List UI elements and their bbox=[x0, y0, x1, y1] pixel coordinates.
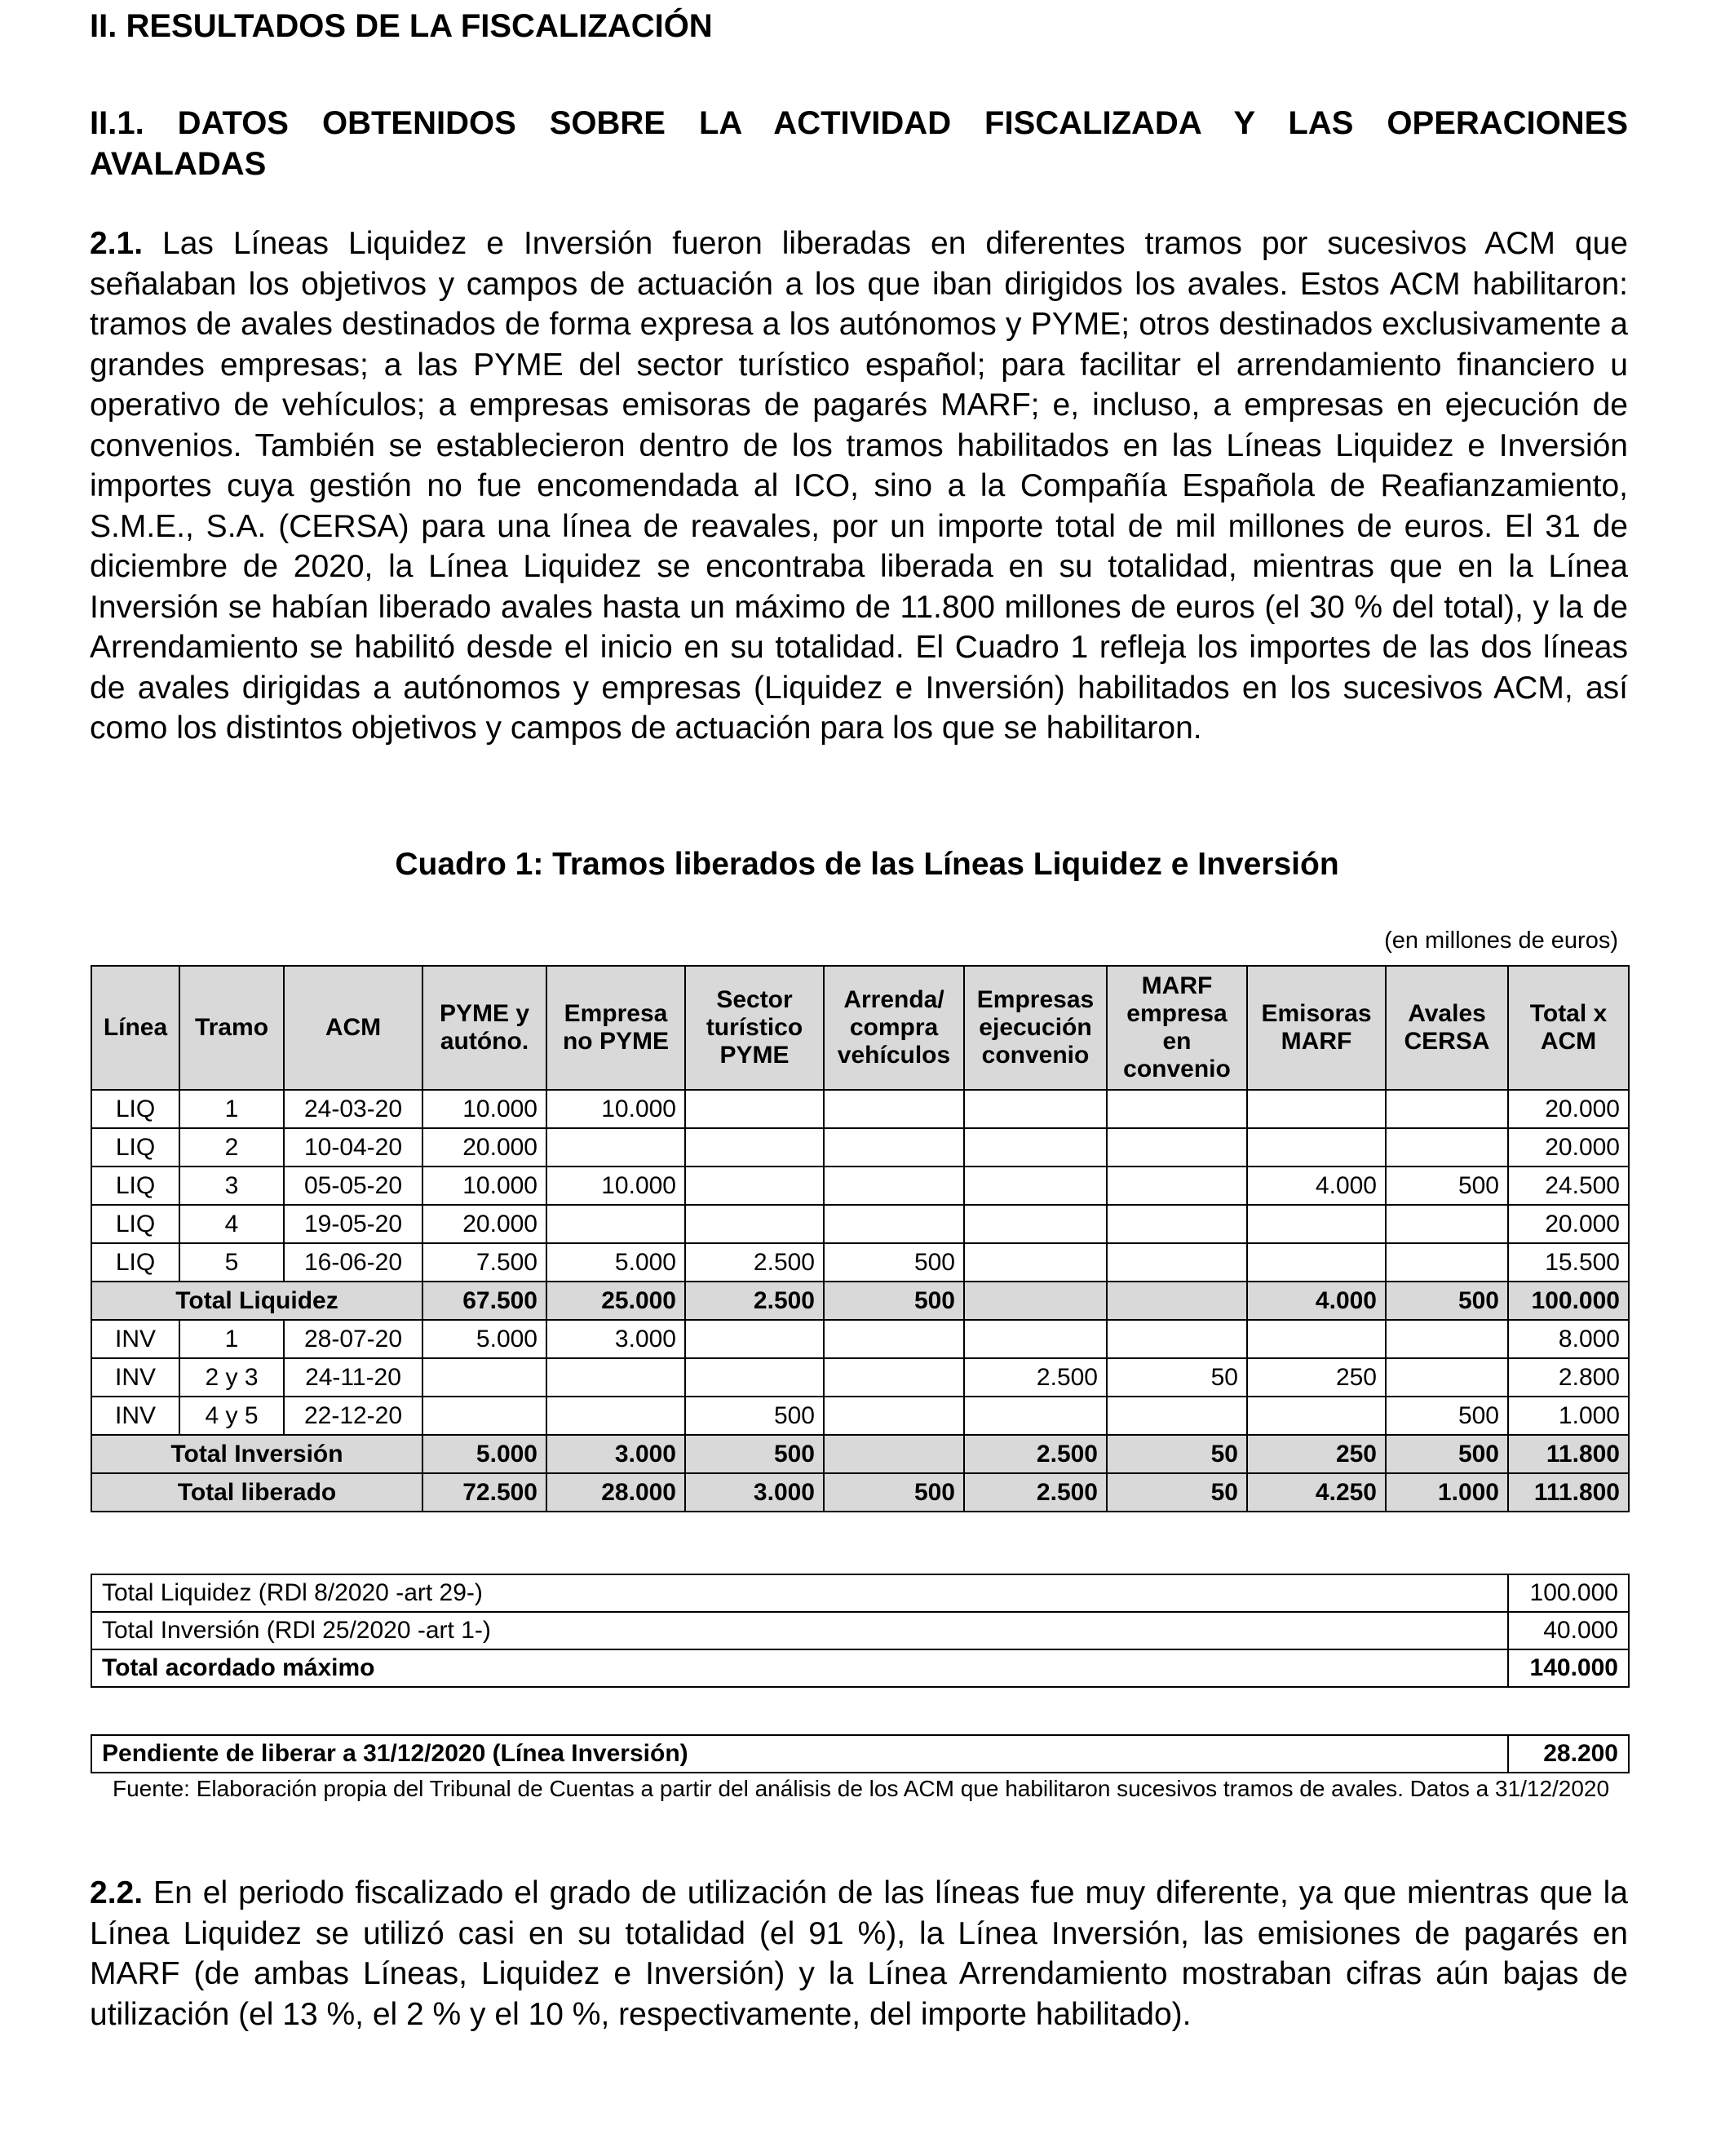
table-cell bbox=[546, 1358, 685, 1397]
table-cell bbox=[685, 1167, 824, 1205]
summary-value: 140.000 bbox=[1508, 1649, 1629, 1687]
total-cell: 1.000 bbox=[1386, 1473, 1508, 1512]
paragraph-text: Las Líneas Liquidez e Inversión fueron liberadas en diferentes tramos por sucesivos ACM que señalaban los objetivos y campos de actuación a los que iban dirigidos los avales. Estos ACM habilitaron: tramos de avales destinados de forma expresa a los autónomos y PYME; otros destinados exclusivamente a grandes empresas; a las PYME del sector turístico español; para facilitar el arrendamiento financiero u operativo de vehículos; a empresas emisoras de pagarés MARF; e, incluso, a empresas en ejecución de convenios. También se establecieron dentro de los tramos habilitados en las Líneas Liquidez e Inversión importes cuya gestión no fue encomendada al ICO, sino a la Compañía Española de Reafianzamiento, S.M.E., S.A. (CERSA) para una línea de reavales, por un importe total de mil millones de euros. El 31 de diciembre de 2020, la Línea Liquidez se encontraba liberada en su totalidad, mientras que en la Línea Inversión se habían liberado avales hasta un máximo de 11.800 millones de euros (el 30 % del total), y la de Arrendamiento se habilitó desde el inicio en su totalidad. El Cuadro 1 refleja los importes de las dos líneas de avales dirigidas a autónomos y empresas (Liquidez e Inversión) habilitados en los sucesivos ACM, así como los distintos objetivos y campos de actuación para los que se habilitaron. bbox=[90, 226, 1628, 746]
table-cell: 500 bbox=[1386, 1397, 1508, 1435]
source-note: Fuente: Elaboración propia del Tribunal de Cuentas a partir del análisis de los ACM que habilitaron sucesivos tramos de avales. Datos a 31/12/2020 bbox=[113, 1776, 1610, 1801]
table-cell bbox=[964, 1205, 1107, 1243]
table-cell bbox=[1386, 1205, 1508, 1243]
table-cell: 500 bbox=[824, 1243, 964, 1282]
paragraph-text: En el periodo fiscalizado el grado de utilización de las líneas fue muy diferente, ya que mientras que la Línea Liquidez se utilizó casi en su totalidad (el 91 %), la Línea Inversión, las emisiones de pagarés en MARF (de ambas Líneas, Liquidez e Inversión) y la Línea Arrendamiento mostraban cifras aún bajas de utilización (el 13 %, el 2 % y el 10 %, respectivamente, del importe habilitado). bbox=[90, 1875, 1628, 2032]
table-cell bbox=[685, 1320, 824, 1358]
summary-row bbox=[91, 1574, 1629, 1612]
table-cell bbox=[824, 1205, 964, 1243]
total-label: Total liberado bbox=[91, 1473, 422, 1512]
table-cell: 05-05-20 bbox=[284, 1167, 422, 1205]
summary-row bbox=[91, 1612, 1629, 1649]
summary-label: Total Inversión (RDl 25/2020 -art 1-) bbox=[91, 1612, 1508, 1649]
header-cell: Sector turístico PYME bbox=[685, 966, 824, 1090]
table-cell: 3.000 bbox=[546, 1320, 685, 1358]
summary-label: Total Liquidez (RDl 8/2020 -art 29-) bbox=[91, 1574, 1508, 1612]
total-cell: 500 bbox=[1386, 1435, 1508, 1473]
total-cell: 5.000 bbox=[422, 1435, 546, 1473]
table-cell bbox=[964, 1128, 1107, 1167]
header-cell: Línea bbox=[91, 966, 179, 1090]
table-cell: 8.000 bbox=[1508, 1320, 1629, 1358]
total-cell: 3.000 bbox=[546, 1435, 685, 1473]
table-cell: 10.000 bbox=[422, 1090, 546, 1128]
total-cell: 500 bbox=[685, 1435, 824, 1473]
table-cell: LIQ bbox=[91, 1243, 179, 1282]
total-cell: 2.500 bbox=[964, 1435, 1107, 1473]
table-cell bbox=[1247, 1397, 1386, 1435]
paragraph-2-1 bbox=[90, 224, 1628, 749]
table-cell: 1 bbox=[179, 1090, 284, 1128]
total-label: Total Inversión bbox=[91, 1435, 422, 1473]
subsection-heading: II.1. DATOS OBTENIDOS SOBRE LA ACTIVIDAD FISCALIZADA Y LAS OPERACIONES AVALADAS bbox=[90, 105, 1628, 182]
table-cell bbox=[1107, 1090, 1247, 1128]
table-cell bbox=[1107, 1320, 1247, 1358]
total-cell: 2.500 bbox=[964, 1473, 1107, 1512]
table-cell: 16-06-20 bbox=[284, 1243, 422, 1282]
total-cell: 500 bbox=[824, 1282, 964, 1320]
table-cell: 20.000 bbox=[422, 1205, 546, 1243]
table-row bbox=[91, 1167, 1629, 1205]
table-cell bbox=[1386, 1320, 1508, 1358]
table-header-row bbox=[91, 966, 1629, 1090]
table-cell: 2.500 bbox=[685, 1243, 824, 1282]
total-cell: 4.000 bbox=[1247, 1282, 1386, 1320]
table-cell bbox=[1107, 1397, 1247, 1435]
table-cell bbox=[422, 1397, 546, 1435]
table-cell: 5 bbox=[179, 1243, 284, 1282]
table-cell bbox=[964, 1090, 1107, 1128]
table-cell bbox=[824, 1128, 964, 1167]
pending-value: 28.200 bbox=[1508, 1735, 1629, 1773]
table-cell: 10.000 bbox=[546, 1167, 685, 1205]
table-cell bbox=[1247, 1320, 1386, 1358]
table-cell: 5.000 bbox=[546, 1243, 685, 1282]
pending-label: Pendiente de liberar a 31/12/2020 (Línea Inversión) bbox=[91, 1735, 1508, 1773]
table-cell: 2 y 3 bbox=[179, 1358, 284, 1397]
total-cell: 25.000 bbox=[546, 1282, 685, 1320]
header-cell: Tramo bbox=[179, 966, 284, 1090]
table-cell bbox=[1247, 1205, 1386, 1243]
header-cell: MARF empresa en convenio bbox=[1107, 966, 1247, 1090]
total-cell: 11.800 bbox=[1508, 1435, 1629, 1473]
table-cell bbox=[1107, 1167, 1247, 1205]
table-cell bbox=[1107, 1128, 1247, 1167]
header-cell: ACM bbox=[284, 966, 422, 1090]
table-cell: 20.000 bbox=[1508, 1090, 1629, 1128]
table-cell bbox=[1386, 1358, 1508, 1397]
table-cell bbox=[1386, 1243, 1508, 1282]
table-cell: INV bbox=[91, 1320, 179, 1358]
pending-row bbox=[91, 1735, 1629, 1773]
table-cell: 5.000 bbox=[422, 1320, 546, 1358]
header-cell: Total x ACM bbox=[1508, 966, 1629, 1090]
table-cell: 7.500 bbox=[422, 1243, 546, 1282]
section-heading: II. RESULTADOS DE LA FISCALIZACIÓN bbox=[90, 8, 713, 44]
total-cell: 2.500 bbox=[685, 1282, 824, 1320]
table-cell bbox=[685, 1128, 824, 1167]
header-cell: Empresa no PYME bbox=[546, 966, 685, 1090]
table-cell bbox=[964, 1243, 1107, 1282]
paragraph-number: 2.2. bbox=[90, 1875, 144, 1910]
total-row bbox=[91, 1282, 1629, 1320]
total-row bbox=[91, 1435, 1629, 1473]
summary-label: Total acordado máximo bbox=[91, 1649, 1508, 1687]
table-cell: INV bbox=[91, 1358, 179, 1397]
header-cell: Emisoras MARF bbox=[1247, 966, 1386, 1090]
table-cell: 50 bbox=[1107, 1358, 1247, 1397]
total-cell: 72.500 bbox=[422, 1473, 546, 1512]
total-cell: 500 bbox=[824, 1473, 964, 1512]
units-note: (en millones de euros) bbox=[1384, 927, 1618, 954]
table-cell: 10.000 bbox=[422, 1167, 546, 1205]
total-cell: 100.000 bbox=[1508, 1282, 1629, 1320]
table-cell: INV bbox=[91, 1397, 179, 1435]
table-cell: 15.500 bbox=[1508, 1243, 1629, 1282]
total-cell: 28.000 bbox=[546, 1473, 685, 1512]
pending-table bbox=[91, 1734, 1630, 1773]
table-cell bbox=[964, 1397, 1107, 1435]
table-cell bbox=[964, 1167, 1107, 1205]
table-row bbox=[91, 1090, 1629, 1128]
table-cell: 19-05-20 bbox=[284, 1205, 422, 1243]
total-cell: 67.500 bbox=[422, 1282, 546, 1320]
paragraph-2-2 bbox=[90, 1873, 1628, 2034]
table-cell: 4 y 5 bbox=[179, 1397, 284, 1435]
table-cell: LIQ bbox=[91, 1090, 179, 1128]
total-cell bbox=[964, 1282, 1107, 1320]
total-cell: 250 bbox=[1247, 1435, 1386, 1473]
table-cell: 2.800 bbox=[1508, 1358, 1629, 1397]
table-row bbox=[91, 1320, 1629, 1358]
table-row bbox=[91, 1128, 1629, 1167]
tramos-table bbox=[91, 965, 1630, 1512]
table-row bbox=[91, 1205, 1629, 1243]
table-cell: 500 bbox=[1386, 1167, 1508, 1205]
table-cell: 20.000 bbox=[1508, 1205, 1629, 1243]
header-cell: Avales CERSA bbox=[1386, 966, 1508, 1090]
total-cell: 3.000 bbox=[685, 1473, 824, 1512]
total-cell bbox=[824, 1435, 964, 1473]
table-cell bbox=[685, 1205, 824, 1243]
table-body bbox=[91, 1090, 1629, 1512]
table-row bbox=[91, 1397, 1629, 1435]
table-cell: 4.000 bbox=[1247, 1167, 1386, 1205]
table-cell: 4 bbox=[179, 1205, 284, 1243]
table-cell: 28-07-20 bbox=[284, 1320, 422, 1358]
total-cell: 50 bbox=[1107, 1473, 1247, 1512]
table-cell: 3 bbox=[179, 1167, 284, 1205]
total-cell: 50 bbox=[1107, 1435, 1247, 1473]
table-cell: 1 bbox=[179, 1320, 284, 1358]
table-cell bbox=[546, 1128, 685, 1167]
table-cell: LIQ bbox=[91, 1167, 179, 1205]
table-cell: 1.000 bbox=[1508, 1397, 1629, 1435]
table-cell bbox=[824, 1358, 964, 1397]
table-cell: 10.000 bbox=[546, 1090, 685, 1128]
table-cell bbox=[824, 1397, 964, 1435]
table-cell bbox=[1386, 1128, 1508, 1167]
total-cell: 4.250 bbox=[1247, 1473, 1386, 1512]
table-cell bbox=[1247, 1128, 1386, 1167]
total-cell: 111.800 bbox=[1508, 1473, 1629, 1512]
table-cell: LIQ bbox=[91, 1205, 179, 1243]
table-cell: 22-12-20 bbox=[284, 1397, 422, 1435]
total-label: Total Liquidez bbox=[91, 1282, 422, 1320]
table-cell: 24.500 bbox=[1508, 1167, 1629, 1205]
table-cell: 24-11-20 bbox=[284, 1358, 422, 1397]
table-cell: 500 bbox=[685, 1397, 824, 1435]
table-cell bbox=[1247, 1243, 1386, 1282]
header-cell: Empresas ejecución convenio bbox=[964, 966, 1107, 1090]
table-cell bbox=[546, 1397, 685, 1435]
table-cell bbox=[422, 1358, 546, 1397]
table-cell bbox=[1247, 1090, 1386, 1128]
table-cell bbox=[1386, 1090, 1508, 1128]
table-cell bbox=[685, 1358, 824, 1397]
table-cell: 10-04-20 bbox=[284, 1128, 422, 1167]
header-cell: Arrenda/ compra vehículos bbox=[824, 966, 964, 1090]
table-cell bbox=[685, 1090, 824, 1128]
table-cell bbox=[1107, 1243, 1247, 1282]
header-cell: PYME y autóno. bbox=[422, 966, 546, 1090]
table-cell bbox=[964, 1320, 1107, 1358]
table-cell: 20.000 bbox=[1508, 1128, 1629, 1167]
table-row bbox=[91, 1243, 1629, 1282]
table-cell: 2 bbox=[179, 1128, 284, 1167]
summary-value: 100.000 bbox=[1508, 1574, 1629, 1612]
table-cell: LIQ bbox=[91, 1128, 179, 1167]
table-caption: Cuadro 1: Tramos liberados de las Líneas Liquidez e Inversión bbox=[395, 847, 1339, 882]
summary-table bbox=[91, 1574, 1630, 1688]
table-cell bbox=[1107, 1205, 1247, 1243]
total-cell bbox=[1107, 1282, 1247, 1320]
table-cell: 24-03-20 bbox=[284, 1090, 422, 1128]
summary-row bbox=[91, 1649, 1629, 1687]
table-cell bbox=[824, 1320, 964, 1358]
table-cell bbox=[546, 1205, 685, 1243]
table-cell: 20.000 bbox=[422, 1128, 546, 1167]
total-row bbox=[91, 1473, 1629, 1512]
table-cell: 250 bbox=[1247, 1358, 1386, 1397]
summary-value: 40.000 bbox=[1508, 1612, 1629, 1649]
table-cell bbox=[824, 1090, 964, 1128]
total-cell: 500 bbox=[1386, 1282, 1508, 1320]
paragraph-number: 2.1. bbox=[90, 226, 144, 261]
table-cell bbox=[824, 1167, 964, 1205]
table-row bbox=[91, 1358, 1629, 1397]
table-cell: 2.500 bbox=[964, 1358, 1107, 1397]
